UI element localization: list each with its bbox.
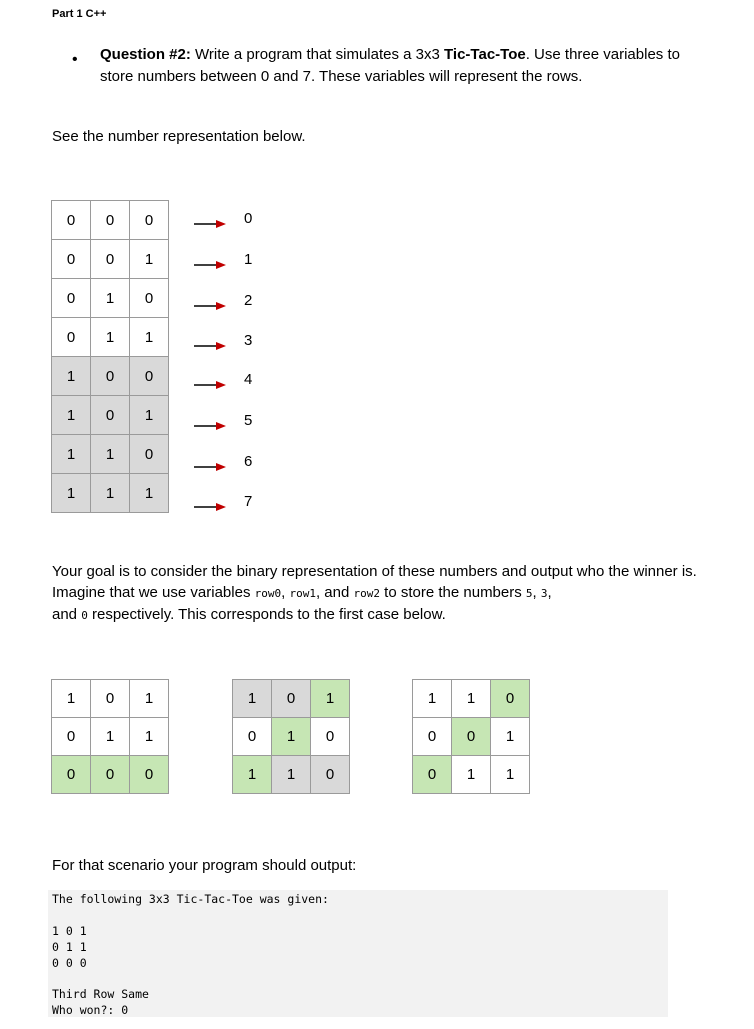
code-var-row0: row0 bbox=[254, 587, 282, 600]
bit-cell: 0 bbox=[91, 396, 130, 435]
bit-cell: 1 bbox=[91, 279, 130, 318]
decimal-value: 0 bbox=[244, 210, 253, 227]
right-arrow-icon bbox=[194, 298, 226, 316]
goal-text: , bbox=[281, 584, 290, 601]
grid-cell-highlighted: 0 bbox=[272, 680, 311, 718]
code-num: 5 bbox=[525, 587, 533, 600]
grid-cell-highlighted: 0 bbox=[311, 756, 350, 794]
bit-cell: 1 bbox=[130, 318, 169, 357]
grid-cell-highlighted: 0 bbox=[491, 680, 530, 718]
right-arrow-icon bbox=[194, 499, 226, 517]
bit-cell: 0 bbox=[52, 279, 91, 318]
decimal-value: 4 bbox=[244, 371, 253, 388]
goal-text: , and bbox=[315, 584, 354, 601]
bit-cell: 0 bbox=[91, 240, 130, 279]
right-arrow-icon bbox=[194, 338, 226, 356]
bit-cell: 0 bbox=[52, 240, 91, 279]
grid-cell-highlighted: 0 bbox=[130, 756, 169, 794]
binary-row bbox=[52, 474, 169, 513]
bullet-icon: • bbox=[72, 51, 78, 68]
code-line-3: 1 0 1 bbox=[52, 924, 87, 938]
bit-cell: 0 bbox=[52, 318, 91, 357]
grid-cell: 0 bbox=[233, 718, 272, 756]
goal-line-3 bbox=[52, 604, 702, 626]
grid-row bbox=[52, 680, 169, 718]
code-var-row1: row1 bbox=[289, 587, 316, 600]
binary-row bbox=[52, 318, 169, 357]
decimal-value: 5 bbox=[244, 412, 253, 429]
right-arrow-icon bbox=[194, 418, 226, 436]
binary-row bbox=[52, 435, 169, 474]
grid-cell: 1 bbox=[452, 756, 491, 794]
goal-text: , bbox=[532, 584, 541, 601]
grid-cell-highlighted: 1 bbox=[272, 718, 311, 756]
bit-cell: 0 bbox=[130, 435, 169, 474]
bit-cell: 1 bbox=[52, 435, 91, 474]
tictactoe-grid-3 bbox=[412, 679, 530, 794]
grid-cell-highlighted: 0 bbox=[91, 756, 130, 794]
goal-line-2 bbox=[52, 582, 702, 604]
grid-cell-highlighted: 1 bbox=[311, 680, 350, 718]
bit-cell: 1 bbox=[130, 474, 169, 513]
bit-cell: 0 bbox=[91, 357, 130, 396]
goal-text: and bbox=[52, 606, 82, 623]
code-line-4: 0 1 1 bbox=[52, 940, 87, 954]
right-arrow-icon bbox=[194, 377, 226, 395]
bit-cell: 1 bbox=[52, 474, 91, 513]
binary-table bbox=[51, 200, 169, 513]
grid-row bbox=[413, 718, 530, 756]
bit-cell: 0 bbox=[130, 279, 169, 318]
bit-cell: 0 bbox=[130, 201, 169, 240]
goal-text: , bbox=[547, 584, 552, 601]
part-title: Part 1 C++ bbox=[52, 8, 107, 20]
grid-cell: 1 bbox=[52, 680, 91, 718]
right-arrow-icon bbox=[194, 257, 226, 275]
grid-cell: 1 bbox=[491, 756, 530, 794]
code-line-5: 0 0 0 bbox=[52, 956, 87, 970]
grid-cell-highlighted: 1 bbox=[272, 756, 311, 794]
decimal-value: 7 bbox=[244, 493, 253, 510]
grid-cell-highlighted: 1 bbox=[233, 756, 272, 794]
bit-cell: 1 bbox=[91, 474, 130, 513]
question-label: Question #2: bbox=[100, 46, 191, 63]
binary-row bbox=[52, 279, 169, 318]
binary-row bbox=[52, 240, 169, 279]
grid-cell: 0 bbox=[91, 680, 130, 718]
binary-row bbox=[52, 201, 169, 240]
grid-cell-highlighted: 0 bbox=[52, 756, 91, 794]
code-line-7: Third Row Same bbox=[52, 987, 149, 1001]
question-bold-term: Tic-Tac-Toe bbox=[444, 46, 526, 63]
grid-row bbox=[413, 756, 530, 794]
decimal-value: 6 bbox=[244, 453, 253, 470]
grid-cell: 1 bbox=[413, 680, 452, 718]
grid-row bbox=[413, 680, 530, 718]
grid-row bbox=[52, 718, 169, 756]
grid-row bbox=[233, 680, 350, 718]
grid-cell: 1 bbox=[130, 718, 169, 756]
see-below-text: See the number representation below. bbox=[52, 128, 306, 145]
decimal-value: 3 bbox=[244, 332, 253, 349]
decimal-value: 2 bbox=[244, 292, 253, 309]
grid-row bbox=[233, 718, 350, 756]
grid-cell: 1 bbox=[491, 718, 530, 756]
bit-cell: 1 bbox=[91, 435, 130, 474]
grid-cell-highlighted: 1 bbox=[233, 680, 272, 718]
grid-row bbox=[233, 756, 350, 794]
bit-cell: 1 bbox=[130, 240, 169, 279]
grid-cell-highlighted: 0 bbox=[452, 718, 491, 756]
code-num: 0 bbox=[81, 609, 88, 622]
grid-row bbox=[52, 756, 169, 794]
decimal-value: 1 bbox=[244, 251, 253, 268]
goal-line-1: Your goal is to consider the binary representation of these numbers and output who the winner is. bbox=[52, 563, 697, 580]
bit-cell: 1 bbox=[52, 396, 91, 435]
output-intro: For that scenario your program should output: bbox=[52, 857, 357, 874]
right-arrow-icon bbox=[194, 459, 226, 477]
question-text-after: . Use three variables to store numbers between 0 and 7. These variables will represent the rows. bbox=[100, 46, 680, 85]
goal-paragraph bbox=[52, 561, 702, 626]
bit-cell: 0 bbox=[52, 201, 91, 240]
goal-text: to store the numbers bbox=[380, 584, 526, 601]
tictactoe-grid-2 bbox=[232, 679, 350, 794]
bit-cell: 1 bbox=[130, 396, 169, 435]
grid-cell: 0 bbox=[311, 718, 350, 756]
bit-cell: 0 bbox=[91, 201, 130, 240]
grid-cell: 1 bbox=[130, 680, 169, 718]
code-var-row2: row2 bbox=[353, 587, 380, 600]
grid-cell: 0 bbox=[413, 718, 452, 756]
question-text-before: Write a program that simulates a 3x3 bbox=[190, 46, 445, 63]
question-text bbox=[100, 44, 700, 88]
goal-text: Imagine that we use variables bbox=[52, 584, 255, 601]
grid-cell: 1 bbox=[452, 680, 491, 718]
code-num: 3 bbox=[540, 587, 548, 600]
goal-text: respectively. This corresponds to the first case below. bbox=[87, 606, 446, 623]
binary-row bbox=[52, 396, 169, 435]
code-line-1: The following 3x3 Tic-Tac-Toe was given: bbox=[52, 892, 329, 906]
tictactoe-grid-1 bbox=[51, 679, 169, 794]
bit-cell: 1 bbox=[52, 357, 91, 396]
code-line-8: Who won?: 0 bbox=[52, 1003, 129, 1017]
grid-cell: 1 bbox=[91, 718, 130, 756]
right-arrow-icon bbox=[194, 216, 226, 234]
grid-cell-highlighted: 0 bbox=[413, 756, 452, 794]
grid-cell: 0 bbox=[52, 718, 91, 756]
bit-cell: 1 bbox=[91, 318, 130, 357]
binary-row bbox=[52, 357, 169, 396]
bit-cell: 0 bbox=[130, 357, 169, 396]
